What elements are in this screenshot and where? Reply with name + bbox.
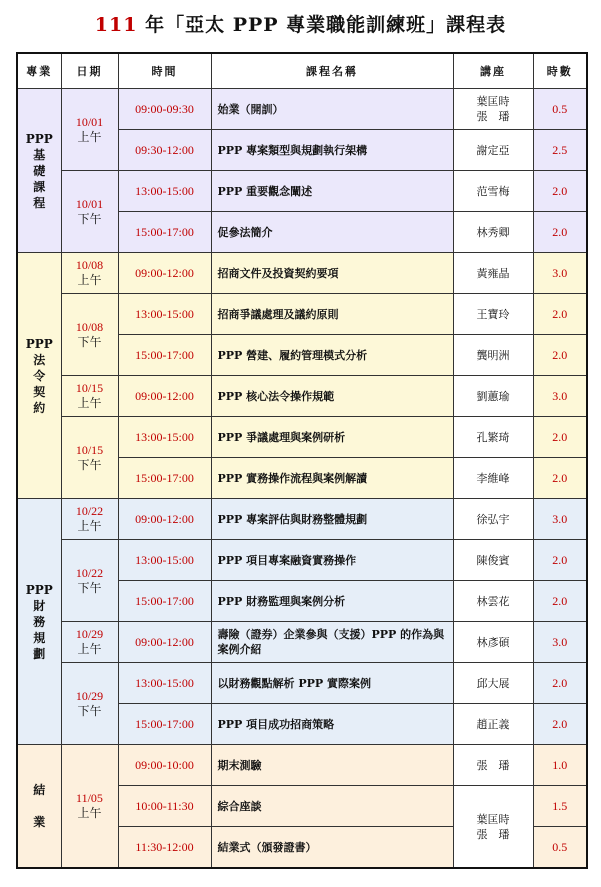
table-row (17, 745, 587, 786)
time-cell: 13:00-15:00 (118, 294, 211, 335)
date-cell (61, 540, 118, 622)
date-period: 下午 (77, 457, 102, 472)
hours-cell: 2.0 (533, 171, 587, 212)
course-cell: PPP 項目專案融資實務操作 (211, 540, 453, 581)
section-label: PPP 基 礎 課 程 (25, 131, 53, 210)
title-year: 111 (94, 14, 138, 36)
date-value: 10/29 (75, 627, 104, 641)
course-cell: PPP 營建、履約管理模式分析 (211, 335, 453, 376)
hours-cell: 2.5 (533, 130, 587, 171)
date-cell (61, 89, 118, 171)
date-value: 10/08 (75, 258, 104, 272)
time-cell: 09:30-12:00 (118, 130, 211, 171)
course-cell: 始業（開訓） (211, 89, 453, 130)
schedule-table (16, 52, 588, 869)
course-cell: PPP 爭議處理與案例研析 (211, 417, 453, 458)
table-row (17, 499, 587, 540)
lecturer-cell: 孔繁琦 (453, 417, 533, 458)
time-cell: 09:00-12:00 (118, 376, 211, 417)
course-cell: 促參法簡介 (211, 212, 453, 253)
date-value: 10/22 (75, 504, 104, 518)
date-period: 上午 (77, 642, 102, 656)
date-period: 下午 (77, 334, 102, 349)
hours-cell: 1.5 (533, 786, 587, 827)
date-cell (61, 499, 118, 540)
table-row (17, 89, 587, 130)
time-cell: 13:00-15:00 (118, 540, 211, 581)
course-cell: 期末測驗 (211, 745, 453, 786)
table-row (17, 417, 587, 458)
hours-cell: 2.0 (533, 540, 587, 581)
date-period: 上午 (77, 519, 102, 533)
time-cell: 15:00-17:00 (118, 212, 211, 253)
time-cell: 13:00-15:00 (118, 171, 211, 212)
time-cell: 09:00-12:00 (118, 622, 211, 663)
header-lecturer: 講座 (453, 53, 533, 89)
date-period: 上午 (77, 129, 102, 144)
header-section: 專業 (17, 53, 61, 89)
table-row (17, 294, 587, 335)
time-cell: 09:00-12:00 (118, 499, 211, 540)
hours-cell: 3.0 (533, 499, 587, 540)
course-cell: 招商文件及投資契約要項 (211, 253, 453, 294)
lecturer-cell: 陳俊賓 (453, 540, 533, 581)
header-hours: 時數 (533, 53, 587, 89)
table-row (17, 253, 587, 294)
time-cell: 09:00-10:00 (118, 745, 211, 786)
header-time: 時間 (118, 53, 211, 89)
date-period: 下午 (77, 703, 102, 718)
date-value: 11/05 (76, 791, 103, 805)
header-row (17, 53, 587, 89)
hours-cell: 2.0 (533, 704, 587, 745)
time-cell: 15:00-17:00 (118, 704, 211, 745)
section-finance (17, 499, 61, 745)
time-cell: 15:00-17:00 (118, 335, 211, 376)
section-label: PPP 法 令 契 約 (25, 336, 53, 415)
table-row (17, 171, 587, 212)
hours-cell: 2.0 (533, 458, 587, 499)
time-cell: 09:00-12:00 (118, 253, 211, 294)
section-label: 結 業 (33, 783, 46, 829)
table-row (17, 540, 587, 581)
course-cell: 招商爭議處理及議約原則 (211, 294, 453, 335)
hours-cell: 3.0 (533, 622, 587, 663)
date-value: 10/22 (75, 565, 104, 580)
section-label: PPP 財 務 規 劃 (25, 582, 53, 661)
date-value: 10/01 (75, 196, 104, 211)
date-cell (61, 376, 118, 417)
page-title (0, 10, 601, 37)
lecturer-cell: 范雪梅 (453, 171, 533, 212)
table-row (17, 376, 587, 417)
lecturer-cell: 徐弘宇 (453, 499, 533, 540)
time-cell: 15:00-17:00 (118, 458, 211, 499)
time-cell: 13:00-15:00 (118, 417, 211, 458)
lecturer-cell: 黃雍晶 (453, 253, 533, 294)
course-cell: PPP 專案類型與規劃執行架構 (211, 130, 453, 171)
lecturer-cell: 張 璠 (453, 745, 533, 786)
lecturer-cell: 龔明洲 (453, 335, 533, 376)
table-row (17, 622, 587, 663)
course-cell: PPP 專案評估與財務整體規劃 (211, 499, 453, 540)
hours-cell: 0.5 (533, 827, 587, 869)
course-cell: 綜合座談 (211, 786, 453, 827)
date-cell (61, 663, 118, 745)
date-value: 10/15 (75, 442, 104, 457)
hours-cell: 0.5 (533, 89, 587, 130)
hours-cell: 2.0 (533, 581, 587, 622)
course-cell: PPP 財務監理與案例分析 (211, 581, 453, 622)
date-value: 10/01 (75, 114, 104, 129)
lecturer-cell: 李維峰 (453, 458, 533, 499)
date-cell (61, 417, 118, 499)
date-cell (61, 253, 118, 294)
time-cell: 13:00-15:00 (118, 663, 211, 704)
hours-cell: 2.0 (533, 212, 587, 253)
section-law (17, 253, 61, 499)
lecturer-cell: 林彥碩 (453, 622, 533, 663)
date-period: 下午 (77, 580, 102, 595)
date-cell (61, 622, 118, 663)
hours-cell: 2.0 (533, 417, 587, 458)
hours-cell: 3.0 (533, 253, 587, 294)
date-cell (61, 294, 118, 376)
course-cell: 壽險（證券）企業參與（支援）PPP 的作為與案例介紹 (211, 622, 453, 663)
table-row (17, 663, 587, 704)
lecturer-cell: 劉蕙瑜 (453, 376, 533, 417)
lecturer-cell: 林雲花 (453, 581, 533, 622)
time-cell: 15:00-17:00 (118, 581, 211, 622)
hours-cell: 3.0 (533, 376, 587, 417)
time-cell: 10:00-11:30 (118, 786, 211, 827)
lecturer-cell: 趙正義 (453, 704, 533, 745)
date-period: 上午 (77, 806, 102, 820)
date-value: 10/08 (75, 319, 104, 334)
title-text: 年「亞太 PPP 專業職能訓練班」課程表 (137, 14, 507, 36)
course-cell: PPP 重要觀念闡述 (211, 171, 453, 212)
lecturer-cell: 謝定亞 (453, 130, 533, 171)
date-period: 上午 (77, 396, 102, 410)
date-cell (61, 745, 118, 869)
time-cell: 11:30-12:00 (118, 827, 211, 869)
course-cell: PPP 核心法令操作規範 (211, 376, 453, 417)
lecturer-cell: 王寶玲 (453, 294, 533, 335)
course-cell: 結業式（頒發證書） (211, 827, 453, 869)
hours-cell: 2.0 (533, 663, 587, 704)
hours-cell: 1.0 (533, 745, 587, 786)
date-period: 下午 (77, 211, 102, 226)
date-value: 10/29 (75, 688, 104, 703)
section-basic (17, 89, 61, 253)
hours-cell: 2.0 (533, 294, 587, 335)
course-cell: 以財務觀點解析 PPP 實際案例 (211, 663, 453, 704)
lecturer-cell: 葉匡時 張 璠 (453, 786, 533, 869)
header-course: 課程名稱 (211, 53, 453, 89)
section-closing (17, 745, 61, 869)
lecturer-cell: 邱大展 (453, 663, 533, 704)
course-cell: PPP 實務操作流程與案例解讀 (211, 458, 453, 499)
hours-cell: 2.0 (533, 335, 587, 376)
time-cell: 09:00-09:30 (118, 89, 211, 130)
lecturer-cell: 葉匡時 張 璠 (453, 89, 533, 130)
header-date: 日期 (61, 53, 118, 89)
date-cell (61, 171, 118, 253)
course-cell: PPP 項目成功招商策略 (211, 704, 453, 745)
date-value: 10/15 (75, 381, 104, 395)
lecturer-cell: 林秀卿 (453, 212, 533, 253)
date-period: 上午 (77, 273, 102, 287)
